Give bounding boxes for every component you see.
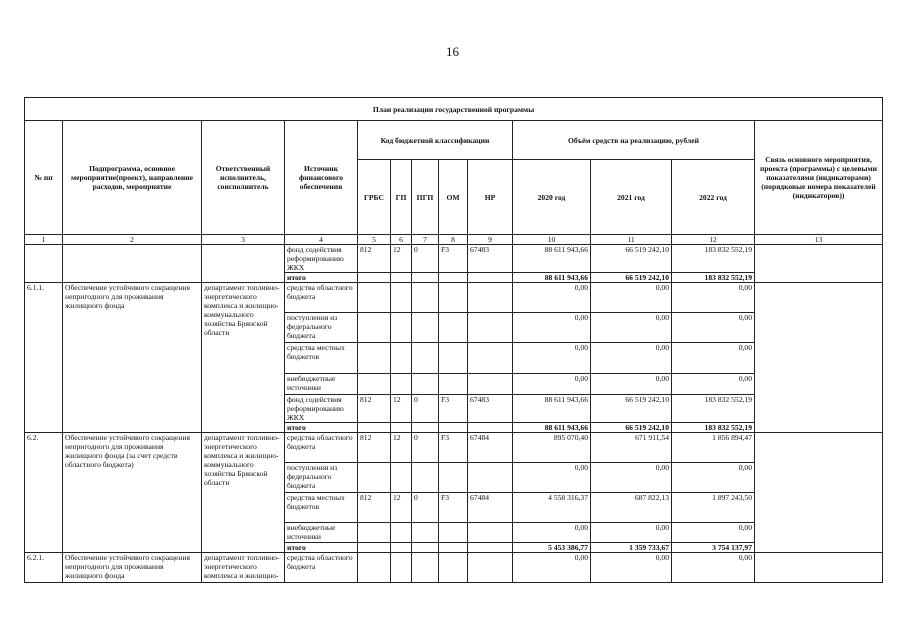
program-cell: Обеспечение устойчивого сокращения непригодного для проживания жилищного фонда: [63, 283, 202, 433]
executor-cell: департамент топливно-энергетического комплекса и жилищно-коммунального хозяйства Брянской области: [202, 433, 285, 553]
header-amount: Объём средств на реализацию, рублей: [513, 121, 755, 160]
nr-cell: 67483: [468, 395, 513, 423]
gp-cell: 12: [391, 433, 412, 463]
column-number: 1: [25, 235, 63, 245]
column-number: 3: [202, 235, 285, 245]
amount-2022: 0,00: [672, 553, 755, 583]
source-cell: внебюджетные источники: [285, 523, 358, 543]
amount-2020: 0,00: [513, 343, 591, 374]
table-row: [25, 245, 883, 273]
header-source: Источник финансового обеспечения: [285, 121, 358, 235]
gp-cell: 12: [391, 245, 412, 273]
om-cell: F3: [439, 433, 468, 463]
amount-2020: 88 611 943,66: [513, 245, 591, 273]
source-cell: итого: [285, 543, 358, 553]
om-cell: F3: [439, 245, 468, 273]
amount-2021: 0,00: [591, 553, 672, 583]
program-cell: Обеспечение устойчивого сокращения непригодного для проживания жилищного фонда: [63, 553, 202, 583]
source-cell: итого: [285, 273, 358, 283]
grbs-cell: 812: [358, 493, 391, 523]
source-cell: итого: [285, 423, 358, 433]
amount-2022: 183 832 552,19: [672, 245, 755, 273]
column-number: 7: [412, 235, 439, 245]
column-number: 4: [285, 235, 358, 245]
pgp-cell: 0: [412, 395, 439, 423]
header-budget-code: Код бюджетной классификации: [358, 121, 513, 160]
grbs-cell: 812: [358, 433, 391, 463]
row-number: 6.2.: [25, 433, 63, 553]
column-number: 5: [358, 235, 391, 245]
header-link: Связь основного мероприятия, проекта (программы) с целевыми показателями (индикаторами) (порядковые номера показателей (индикаторов)): [755, 121, 883, 235]
nr-cell: 67484: [468, 493, 513, 523]
amount-2021: 66 519 242,10: [591, 395, 672, 423]
pgp-cell: 0: [412, 433, 439, 463]
header-2020: 2020 год: [513, 160, 591, 235]
om-cell: F3: [439, 395, 468, 423]
row-number: 6.1.1.: [25, 283, 63, 433]
column-number: 12: [672, 235, 755, 245]
header-2022: 2022 год: [672, 160, 755, 235]
amount-2021: 671 911,54: [591, 433, 672, 463]
amount-2020: 4 558 316,37: [513, 493, 591, 523]
amount-2022: 1 856 894,47: [672, 433, 755, 463]
source-cell: поступления из федерального бюджета: [285, 463, 358, 493]
source-cell: средства местных бюджетов: [285, 493, 358, 523]
amount-2022: 1 897 243,50: [672, 493, 755, 523]
amount-2021: 66 519 242,10: [591, 273, 672, 283]
source-cell: средства местных бюджетов: [285, 343, 358, 374]
grbs-cell: 812: [358, 245, 391, 273]
source-cell: фонд содействия реформированию ЖКХ: [285, 395, 358, 423]
header-gp: ГП: [391, 160, 412, 235]
source-cell: поступления из федерального бюджета: [285, 313, 358, 343]
header-grbs: ГРБС: [358, 160, 391, 235]
executor-cell: департамент топливно-энергетического комплекса и жилищно-коммунального хозяйства Брянской области: [202, 283, 285, 433]
nr-cell: 67483: [468, 245, 513, 273]
amount-2020: 0,00: [513, 374, 591, 395]
header-executor: Ответственный исполнитель, соисполнитель: [202, 121, 285, 235]
amount-2021: 687 822,13: [591, 493, 672, 523]
amount-2022: 0,00: [672, 343, 755, 374]
amount-2021: 0,00: [591, 283, 672, 313]
column-number: 8: [439, 235, 468, 245]
header-num: № пп: [25, 121, 63, 235]
header-pgp: ПГП: [412, 160, 439, 235]
amount-2020: 0,00: [513, 553, 591, 583]
table-row: [25, 553, 883, 583]
amount-2022: 183 832 552,19: [672, 273, 755, 283]
amount-2021: 1 359 733,67: [591, 543, 672, 553]
amount-2021: 0,00: [591, 463, 672, 493]
amount-2022: 3 754 137,97: [672, 543, 755, 553]
amount-2021: 0,00: [591, 343, 672, 374]
program-cell: Обеспечение устойчивого сокращения непригодного для проживания жилищного фонда (за счет средств областного бюджета): [63, 433, 202, 553]
amount-2020: 0,00: [513, 463, 591, 493]
grbs-cell: 812: [358, 395, 391, 423]
source-cell: средства областного бюджета: [285, 553, 358, 583]
source-cell: средства областного бюджета: [285, 283, 358, 313]
amount-2022: 0,00: [672, 374, 755, 395]
amount-2022: 183 832 552,19: [672, 423, 755, 433]
nr-cell: 67484: [468, 433, 513, 463]
amount-2020: 0,00: [513, 283, 591, 313]
amount-2020: 5 453 386,77: [513, 543, 591, 553]
source-cell: фонд содействия реформированию ЖКХ: [285, 245, 358, 273]
plan-table: [24, 97, 883, 583]
amount-2020: 88 611 943,66: [513, 273, 591, 283]
amount-2020: 88 611 943,66: [513, 395, 591, 423]
source-cell: средства областного бюджета: [285, 433, 358, 463]
header-program: Подпрограмма, основное мероприятие(проект), направление расходов, мероприятие: [63, 121, 202, 235]
table-row: [25, 433, 883, 463]
executor-cell: департамент топливно-энергетического комплекса и жилищно-: [202, 553, 285, 583]
amount-2020: 88 611 943,66: [513, 423, 591, 433]
amount-2021: 0,00: [591, 523, 672, 543]
gp-cell: 12: [391, 493, 412, 523]
header-om: ОМ: [439, 160, 468, 235]
source-cell: внебюджетные источники: [285, 374, 358, 395]
amount-2020: 895 070,40: [513, 433, 591, 463]
table-row: [25, 283, 883, 313]
column-numbers-row: [25, 235, 883, 245]
column-number: 2: [63, 235, 202, 245]
table-title: План реализации государственной программы: [25, 98, 883, 121]
header-2021: 2021 год: [591, 160, 672, 235]
amount-2022: 0,00: [672, 463, 755, 493]
amount-2022: 0,00: [672, 283, 755, 313]
column-number: 11: [591, 235, 672, 245]
amount-2021: 66 519 242,10: [591, 245, 672, 273]
gp-cell: 12: [391, 395, 412, 423]
column-number: 13: [755, 235, 883, 245]
amount-2020: 0,00: [513, 523, 591, 543]
amount-2021: 0,00: [591, 313, 672, 343]
amount-2021: 66 519 242,10: [591, 423, 672, 433]
amount-2022: 0,00: [672, 523, 755, 543]
row-number: 6.2.1.: [25, 553, 63, 583]
column-number: 6: [391, 235, 412, 245]
amount-2021: 0,00: [591, 374, 672, 395]
column-number: 10: [513, 235, 591, 245]
column-number: 9: [468, 235, 513, 245]
page-number: 16: [446, 44, 459, 59]
amount-2020: 0,00: [513, 313, 591, 343]
amount-2022: 183 832 552,19: [672, 395, 755, 423]
pgp-cell: 0: [412, 245, 439, 273]
amount-2022: 0,00: [672, 313, 755, 343]
header-nr: НР: [468, 160, 513, 235]
om-cell: F3: [439, 493, 468, 523]
pgp-cell: 0: [412, 493, 439, 523]
